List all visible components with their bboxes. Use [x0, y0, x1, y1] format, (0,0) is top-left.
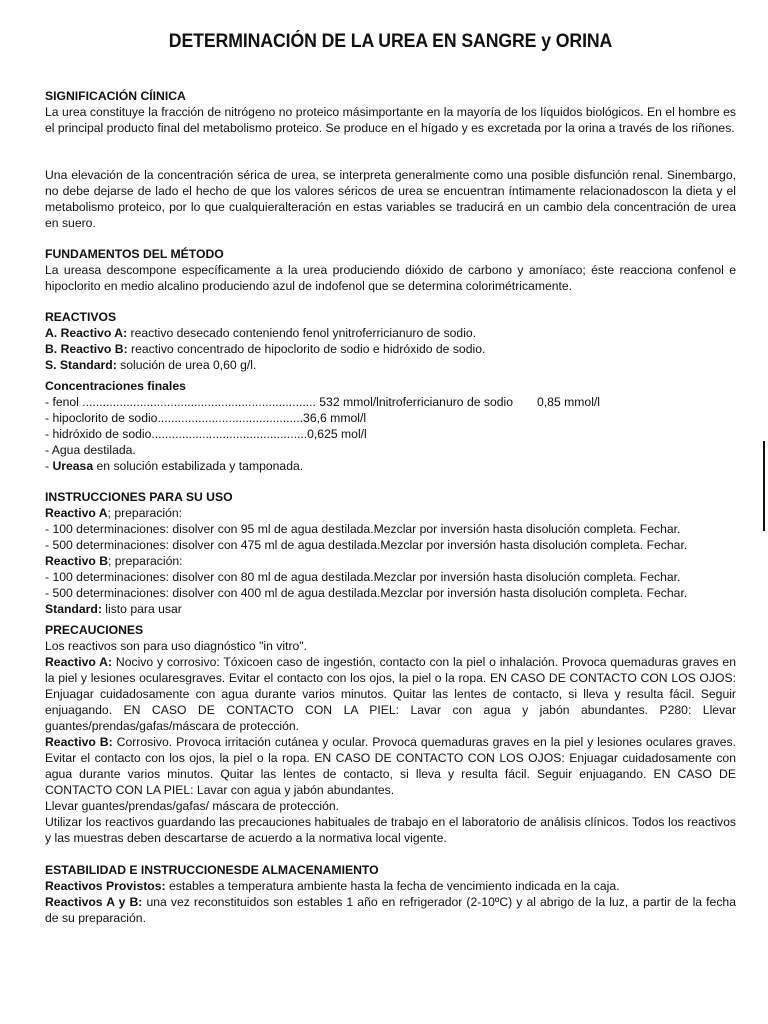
paragraph: Utilizar los reactivos guardando las precauciones habituales de trabajo en el laboratorio de análisis clínicos. Todos los reactivos y las muestras deben descartarse de acuerdo a la normativa local vigente.	[45, 815, 736, 845]
conc-line-fenol	[45, 394, 736, 410]
reactivo-a-prep-label: Reactivo A	[45, 506, 108, 520]
section-significacion-2	[45, 167, 736, 231]
paragraph: La urea constituye la fracción de nitrógeno no proteico másimportante en la mayoría de los líquidos biológicos. En el hombre es el principal producto final del metabolismo proteico. Se produce en el hígado y es excretada por la orina a través de los riñones.	[45, 105, 736, 135]
reactivo-b-precaution	[45, 734, 736, 798]
section-heading: SIGNIFICACIÓN CÍINICA	[45, 89, 186, 103]
reactivo-b-label: B. Reactivo B:	[45, 342, 128, 356]
conc-value-nitroferricianuro: 0,85 mmol/l	[537, 395, 600, 409]
section-heading: ESTABILIDAD E INSTRUCCIONESDE ALMACENAMIENTO	[45, 863, 379, 877]
section-precauciones	[45, 622, 736, 846]
section-reactivos	[45, 309, 736, 373]
reactivo-b-prep	[45, 553, 736, 569]
ureasa-text: en solución estabilizada y tamponada.	[93, 459, 304, 473]
standard-line	[45, 357, 736, 373]
standard-prep-label: Standard:	[45, 602, 102, 616]
section-heading: FUNDAMENTOS DEL MÉTODO	[45, 247, 224, 261]
standard-text: solución de urea 0,60 g/l.	[116, 358, 257, 372]
paragraph: Una elevación de la concentración sérica de urea, se interpreta generalmente como una posible disfunción renal. Sinembargo, no debe dejarse de lado el hecho de que los valores séricos de urea se encuentran íntimamente relacionadoscon la dieta y el metabolismo proteico, por lo que cualquieralteración en estas variables se traducirá en un cambio dela concentración de urea en suero.	[45, 168, 736, 230]
reactivo-b-line	[45, 341, 736, 357]
precaution-text: Corrosivo. Provoca irritación cutánea y ocular. Provoca quemaduras graves en la piel y lesiones oculares graves. Evitar el contacto con los ojos, la piel o la ropa. EN CASO DE CONTACTO CON LOS OJOS: Enjuagar cuidadosamente con agua durante varios minutos. Quitar las lentes de contacto, si lleva y resulta fácil. Seguir enjuagando. EN CASO DE CONTACTO CON LA PIEL: Lavar con agua y jabón abundantes.	[45, 735, 736, 797]
subsection-heading: Concentraciones finales	[45, 379, 186, 393]
conc-line-hidroxido: - hidróxido de sodio..............................................0,625 mol/l	[45, 427, 367, 441]
paragraph: Los reactivos son para uso diagnóstico "in vitro".	[45, 639, 308, 653]
standard-prep	[45, 601, 736, 617]
prep-text: ; preparación:	[107, 506, 183, 520]
reactivo-a-label: A. Reactivo A:	[45, 326, 128, 340]
prep-line: - 500 determinaciones: disolver con 475 ml de agua destilada.Mezclar por inversión hasta disolución completa. Fechar.	[45, 538, 688, 552]
conc-line-agua: - Agua destilada.	[45, 443, 136, 457]
section-heading: INSTRUCCIONES PARA SU USO	[45, 490, 233, 504]
reactivo-a-prep	[45, 505, 736, 521]
prep-text: ; preparación:	[108, 554, 183, 568]
paragraph: La ureasa descompone específicamente a la urea produciendo dióxido de carbono y amoníaco; éste reacciona confenol e hipoclorito en medio alcalino produciendo azul de indofenol que se determina colorimétricamente.	[45, 263, 736, 293]
margin-mark	[763, 441, 765, 531]
document-title: DETERMINACIÓN DE LA UREA EN SANGRE y ORINA	[168, 31, 613, 52]
prep-line: - 100 determinaciones: disolver con 95 ml de agua destilada.Mezclar por inversión hasta disolución completa. Fechar.	[45, 522, 681, 536]
reactivo-b-precaution-label: Reactivo B:	[45, 735, 113, 749]
prep-line: - 500 determinaciones: disolver con 400 ml de agua destilada.Mezclar por inversión hasta disolución completa. Fechar.	[45, 586, 688, 600]
stability-text: estables a temperatura ambiente hasta la fecha de vencimiento indicada en la caja.	[165, 879, 620, 893]
prep-text: listo para usar	[101, 602, 182, 616]
prep-line: - 100 determinaciones: disolver con 80 ml de agua destilada.Mezclar por inversión hasta disolución completa. Fechar.	[45, 570, 681, 584]
reactivos-provistos	[45, 878, 736, 894]
reactivo-b-prep-label: Reactivo B	[45, 554, 108, 568]
section-instrucciones	[45, 489, 736, 617]
section-heading: PRECAUCIONES	[45, 623, 144, 637]
section-estabilidad	[45, 862, 736, 926]
section-significacion	[45, 88, 736, 136]
reactivos-a-y-b-label: Reactivos A y B:	[45, 895, 143, 909]
precaution-text: Nocivo y corrosivo: Tóxicoen caso de ingestión, contacto con la piel o inhalación. Provoca quemaduras graves en la piel y lesiones ocularesgraves. Evitar el contacto con los ojos, la piel o la ropa. EN CASO DE CONTACTO CON LOS OJOS: Enjuagar cuidadosamente con agua durante varios minutos. Quitar las lentes de contacto, si lleva y resulta fácil. Seguir enjuagando. EN CASO DE CONTACTO CON LA PIEL: Lavar con agua y jabón abundantes. P280: Llevar guantes/prendas/gafas/máscara de protección.	[45, 655, 736, 733]
stability-text: una vez reconstituidos son estables 1 año en refrigerador (2-10ºC) y al abrigo de la luz, a partir de la fecha de su preparación.	[45, 895, 736, 925]
reactivo-a-text: reactivo desecado conteniendo fenol ynitroferricianuro de sodio.	[127, 326, 477, 340]
reactivo-a-precaution-label: Reactivo A:	[45, 655, 113, 669]
conc-line-hipoclorito: - hipoclorito de sodio...........................................36,6 mmol/l	[45, 411, 367, 425]
ureasa-label: Ureasa	[52, 459, 94, 473]
conc-text: - fenol ..................................................................... 532 mmol/lnitroferricianuro de sodio	[45, 395, 514, 409]
section-concentraciones	[45, 378, 736, 474]
reactivos-a-y-b	[45, 894, 736, 926]
standard-label: S. Standard:	[45, 358, 117, 372]
reactivo-a-line	[45, 325, 736, 341]
paragraph: Llevar guantes/prendas/gafas/ máscara de protección.	[45, 799, 340, 813]
reactivos-provistos-label: Reactivos Provistos:	[45, 879, 166, 893]
section-heading: REACTIVOS	[45, 310, 117, 324]
section-fundamentos	[45, 246, 736, 294]
conc-line-ureasa	[45, 458, 736, 474]
reactivo-b-text: reactivo concentrado de hipoclorito de sodio e hidróxido de sodio.	[127, 342, 486, 356]
reactivo-a-precaution	[45, 654, 736, 734]
conc-bullet: -	[45, 459, 53, 473]
